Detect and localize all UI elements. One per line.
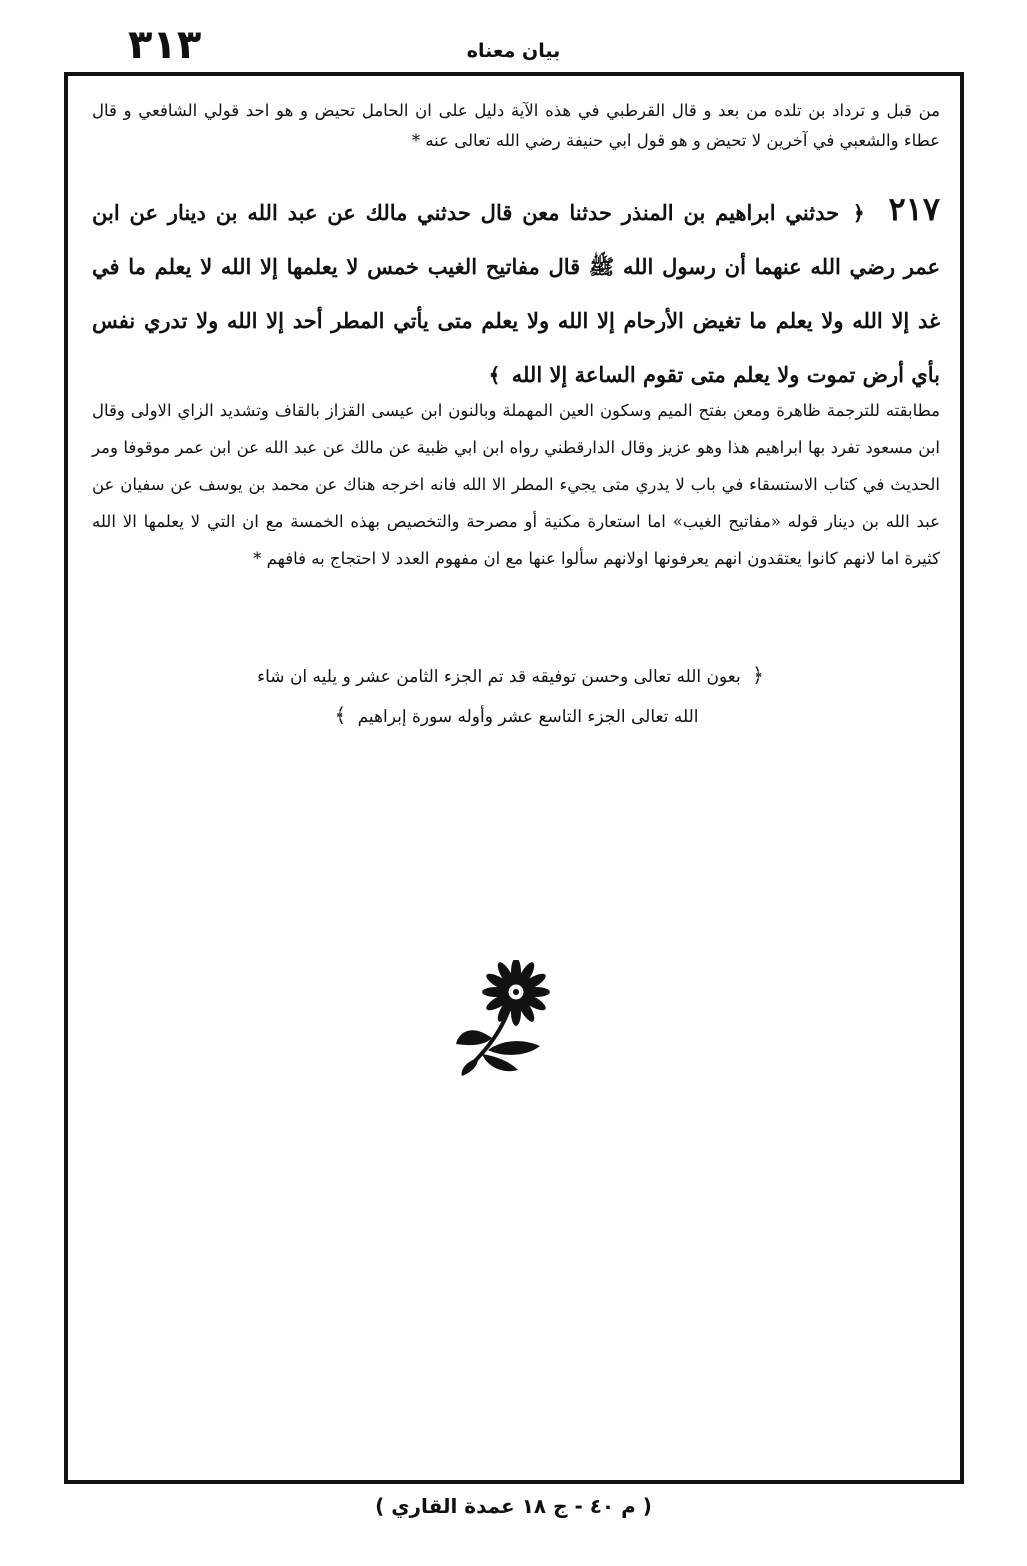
- hadith-block: [92, 182, 940, 402]
- hadith-close-ornament: ﴾: [488, 363, 501, 387]
- hadith-number: ٢١٧: [888, 190, 941, 228]
- commentary-top: من قبل و ترداد بن تلده من بعد و قال القرطبي في هذه الآية دليل على ان الحامل تحيض و هو احد قولي الشافعي و قال عطاء والشعبي في آخرين لا تحيض و هو قول ابي حنيفة رضي الله تعالى عنه *: [92, 101, 940, 150]
- colophon-line-2: [0, 696, 1027, 736]
- hadith-text: حدثني ابراهيم بن المنذر حدثنا معن قال حدثني مالك عن عبد الله بن دينار عن ابن عمر رضي الله عنهما أن رسول الله ﷺ قال مفاتيح الغيب خمس لا يعلمها إلا الله لا يعلم ما في غد إلا الله ولا يعلم ما تغيض الأرحام إلا الله ولا يعلم متى يأتي المطر أحد إلا الله ولا تدري نفس بأي أرض تموت ولا يعلم متى تقوم الساعة إلا الله: [92, 200, 940, 387]
- colophon-line-1: [0, 656, 1027, 696]
- hadith-open-ornament: ﴿: [852, 201, 865, 225]
- colophon-line-2-text: الله تعالى الجزء التاسع عشر وأوله سورة إبراهيم: [357, 707, 699, 727]
- page-number: ٣١٣: [128, 22, 202, 68]
- footer-signature: ( م ٤٠ - ج ١٨ عمدة القاري ): [375, 1494, 652, 1518]
- colophon-ornament-left: ﴾: [334, 703, 347, 727]
- colophon-line-1-text: بعون الله تعالى وحسن توفيقه قد تم الجزء الثامن عشر و يليه ان شاء: [257, 667, 741, 687]
- commentary-bottom: مطابقته للترجمة ظاهرة ومعن بفتح الميم وسكون العين المهملة وبالنون ابن عيسى القزاز بالقاف وتشديد الزاي الاولى وقال ابن مسعود تفرد بها ابراهيم هذا وهو عزيز وقال الدارقطني رواه ابن ابي ظبية عن مالك عن عبد الله عن ابن عمر موقوفا ومر الحديث في كتاب الاستسقاء في باب لا يدري متى يجيء المطر الا الله فانه اخرجه هناك عن محمد بن يوسف عن سفيان عن عبد الله بن دينار قوله «مفاتيح الغيب» اما استعارة مكنية أو مصرحة والتخصيص بهذه الخمسة مع ان التي لا يعلمها الا الله كثيرة اما لانهم كانوا يعتقدون انهم يعرفونها اولانهم سألوا عنها مع ان مفهوم العدد لا احتجاج به فافهم *: [92, 401, 940, 568]
- running-head: بيان معناه: [466, 40, 561, 62]
- flower-ornament-icon: [448, 960, 558, 1080]
- colophon: [0, 656, 1027, 736]
- colophon-ornament-right: ﴿: [752, 663, 764, 687]
